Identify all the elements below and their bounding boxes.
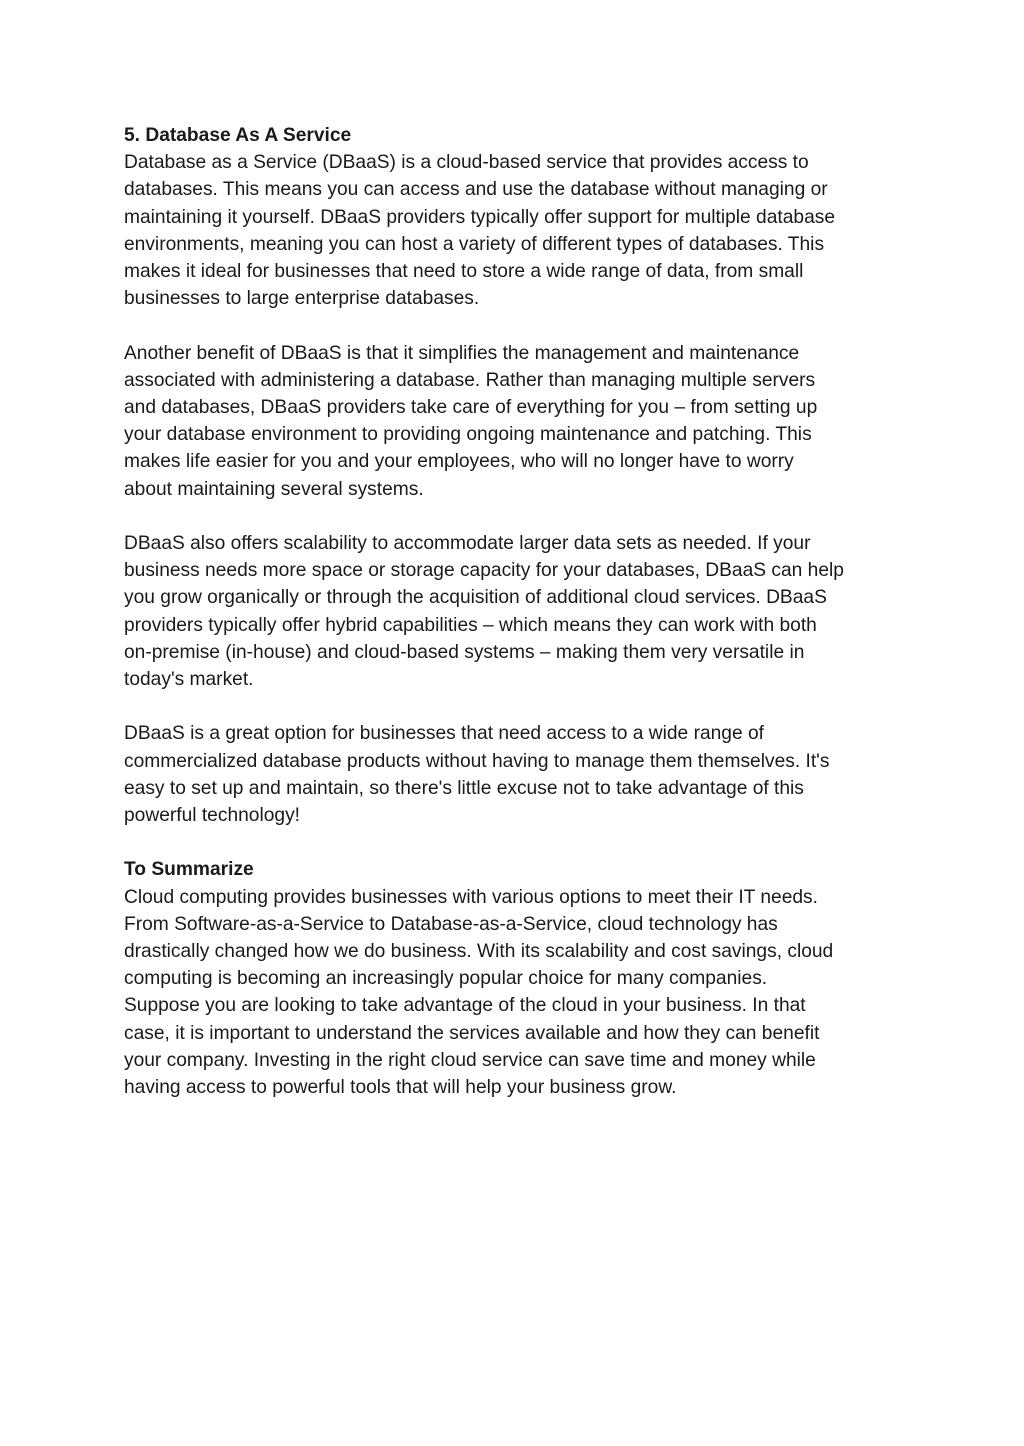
text-line: your company. Investing in the right cloud service can save time and money while xyxy=(124,1049,816,1071)
paragraph-summary xyxy=(124,884,914,1102)
text-line: associated with administering a database. Rather than managing multiple servers xyxy=(124,369,816,391)
text-line: case, it is important to understand the services available and how they can benefit xyxy=(124,1022,820,1044)
text-line: commercialized database products without having to manage them themselves. It's xyxy=(124,750,830,772)
section-heading-dbaas: 5. Database As A Service xyxy=(124,125,352,146)
section-heading-summary: To Summarize xyxy=(124,859,254,881)
paragraph-dbaas-scalability xyxy=(124,530,914,693)
text-line: on-premise (in-house) and cloud-based systems – making them very versatile in xyxy=(124,641,805,663)
text-line: businesses to large enterprise databases. xyxy=(124,288,480,310)
text-line: makes life easier for you and your employees, who will no longer have to worry xyxy=(124,451,794,473)
text-line: Suppose you are looking to take advantage of the cloud in your business. In that xyxy=(124,995,806,1017)
text-line: powerful technology! xyxy=(124,805,300,827)
document-page xyxy=(124,122,914,1128)
text-line: databases. This means you can access and use the database without managing or xyxy=(124,179,828,201)
paragraph-dbaas-management xyxy=(124,340,914,503)
text-line: DBaaS is a great option for businesses that need access to a wide range of xyxy=(124,723,764,745)
text-line: makes it ideal for businesses that need to store a wide range of data, from small xyxy=(124,261,804,283)
text-line: having access to powerful tools that will help your business grow. xyxy=(124,1077,677,1099)
paragraph-dbaas-intro xyxy=(124,149,914,312)
text-line: computing is becoming an increasingly popular choice for many companies. xyxy=(124,968,768,990)
text-line: easy to set up and maintain, so there's little excuse not to take advantage of this xyxy=(124,777,804,799)
text-line: business needs more space or storage capacity for your databases, DBaaS can help xyxy=(124,560,844,582)
text-line: you grow organically or through the acquisition of additional cloud services. DBaaS xyxy=(124,587,827,609)
text-line: Database as a Service (DBaaS) is a cloud-based service that provides access to xyxy=(124,152,809,174)
text-line: DBaaS also offers scalability to accommodate larger data sets as needed. If your xyxy=(124,533,811,555)
text-line: your database environment to providing ongoing maintenance and patching. This xyxy=(124,424,812,446)
paragraph-dbaas-option xyxy=(124,720,914,829)
text-line: From Software-as-a-Service to Database-as-a-Service, cloud technology has xyxy=(124,913,778,935)
text-line: environments, meaning you can host a variety of different types of databases. This xyxy=(124,233,825,255)
text-line: Cloud computing provides businesses with various options to meet their IT needs. xyxy=(124,886,818,908)
text-line: about maintaining several systems. xyxy=(124,478,424,500)
text-line: Another benefit of DBaaS is that it simplifies the management and maintenance xyxy=(124,342,800,364)
text-line: and databases, DBaaS providers take care of everything for you – from setting up xyxy=(124,397,818,419)
text-line: today's market. xyxy=(124,669,254,691)
text-line: maintaining it yourself. DBaaS providers typically offer support for multiple database xyxy=(124,206,836,228)
text-line: providers typically offer hybrid capabilities – which means they can work with both xyxy=(124,614,817,636)
text-line: drastically changed how we do business. With its scalability and cost savings, cloud xyxy=(124,941,834,963)
